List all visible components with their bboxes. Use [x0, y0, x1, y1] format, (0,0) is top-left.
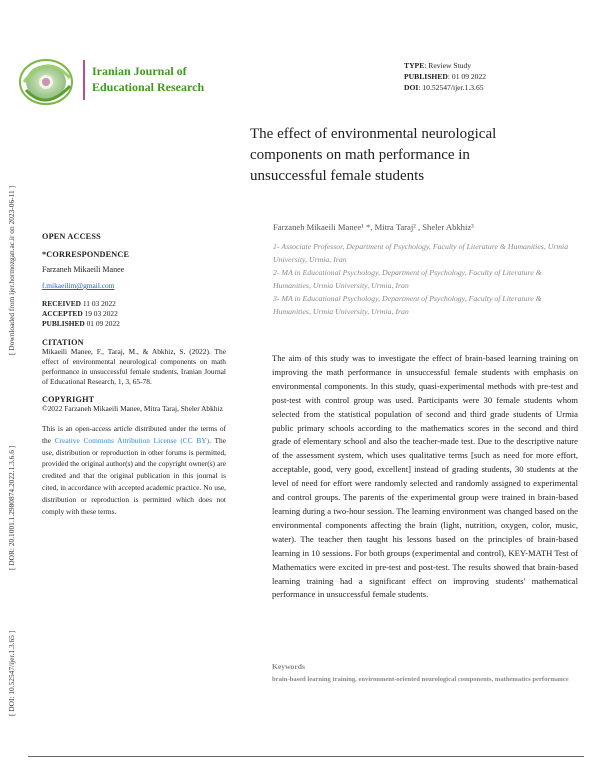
- correspondence-name: Farzaneh Mikaeili Manee: [42, 265, 125, 274]
- article-info-column: [42, 232, 226, 517]
- doi-value: : 10.52547/ijer.1.3.65: [418, 83, 484, 92]
- open-access-heading: OPEN ACCESS: [42, 232, 101, 241]
- published-label: PUBLISHED: [404, 72, 448, 81]
- affiliation-1: 1- Associate Professor, Department of Psychology, Faculty of Literature & Humanities, Urmia University, Urmia, Iran: [273, 242, 569, 264]
- affiliation-2: 2- MA in Educational Psychology, Department of Psychology, Faculty of Literature & Humanities, Urmia University, Urmia, Iran: [273, 268, 542, 290]
- type-label: TYPE: [404, 61, 425, 70]
- journal-name-line2: Educational Research: [92, 80, 205, 94]
- footer-rule: [28, 756, 584, 757]
- logo-divider: [83, 60, 85, 100]
- license-post: . The use, distribution or reproduction in other forums is permitted, provided the original author(s) and the copyright owner(s) are credited and that the original publication in this journal is cited, in accordance with accepted academic practice. No use, distribution or reproduction is permitted which does not comply with these terms.: [42, 435, 226, 516]
- type-value: : Review Study: [424, 61, 472, 70]
- received-label: RECEIVED: [42, 299, 82, 308]
- side-note-dor: [ DOR: 20.1001.1.2980874.2022.1.3.6.6 ]: [7, 445, 16, 571]
- license-text: [42, 423, 226, 517]
- affiliation-3: 3- MA in Educational Psychology, Department of Psychology, Faculty of Literature & Humanities, Urmia University, Urmia, Iran: [273, 294, 542, 316]
- affiliations: [273, 240, 573, 318]
- journal-name-line1: Iranian Journal of: [92, 64, 187, 78]
- correspondence-email-link[interactable]: f.mikaeilim@gmail.com: [42, 281, 115, 290]
- citation-text: Mikaeili Manee, F., Taraj, M., & Abkhiz, S. (2022). The effect of environmental neurological components on math performance in unsuccessful female students, Iranian Journal of Educational Research, 1, 3, 65-78.: [42, 347, 226, 386]
- side-note-downloaded: [ Downloaded from ijer.hormozgan.ac.ir on 2023-06-11 ]: [7, 185, 16, 355]
- accepted-label: ACCEPTED: [42, 309, 83, 318]
- copyright-text: ©2022 Farzaneh Mikaeili Manee, Mitra Taraj, Sheler Abkhiz: [42, 404, 223, 413]
- keywords-list: brain-based learning training, environment-oriented neurological components, mathematics performance: [272, 676, 569, 683]
- received-value: 11 03 2022: [82, 299, 116, 308]
- article-meta: [404, 60, 486, 93]
- correspondence-heading: *CORRESPONDENCE: [42, 250, 130, 259]
- side-note-doi: [ DOI: 10.52547/ijer.1.3.65 ]: [7, 630, 16, 716]
- published-value: : 01 09 2022: [447, 72, 487, 81]
- keywords-heading: Keywords: [272, 662, 305, 671]
- accepted-value: 19 03 2022: [84, 309, 118, 318]
- author-list: Farzaneh Mikaeili Manee¹ *, Mitra Taraj² , Sheler Abkhiz³: [273, 222, 474, 232]
- published-date-label: PUBLISHED: [42, 319, 85, 328]
- abstract-text: The aim of this study was to investigate the effect of brain-based learning training on improving the math performance in unsuccessful female students with emphasis on environmental components. In this study, quasi-experimental methods with pre-test and post-test with control group was used. Participants were 30 female students whom selected from the statistical population of second and third grade students of Urmia public primary schools according to the mathematics scores in the second and third grade of elementary school and also the teacher-made test. Due to the descriptive nature of the assessment system, which uses qualitative terms [such as need for more effort, acceptable, good, very good, excellent] instead of grading students, 30 students at the level of need for effort were randomly selected and randomly assigned to experimental and control groups. The parents of the experimental group were trained in brain-based learning during a two-hour session. The learning environment was changed based on the environmental components affecting the brain (light, nutrition, oxygen, color, music, water). The teacher then taught his lessons based on the principles of brain-based learning in 10 sessions. For both groups (experimental and control), KEY-MATH Test of Mathematics were excited in pre-test and post-test. The results showed that brain-based learning training had a significant effect on improving students' mathematical performance in unsuccessful female students.: [272, 353, 578, 600]
- journal-name: [92, 63, 232, 95]
- published-date-value: 01 09 2022: [86, 319, 120, 328]
- journal-logo-icon: [12, 52, 84, 112]
- license-link[interactable]: Creative Commons Attribution License (CC BY): [54, 435, 210, 445]
- citation-heading: CITATION: [42, 338, 84, 347]
- article-title: The effect of environmental neurological components on math performance in unsuccessful female students: [250, 126, 497, 184]
- copyright-heading: COPYRIGHT: [42, 395, 95, 404]
- doi-label: DOI: [404, 83, 419, 92]
- license-pre: This is an open-access article distributed under the terms of the: [42, 424, 226, 445]
